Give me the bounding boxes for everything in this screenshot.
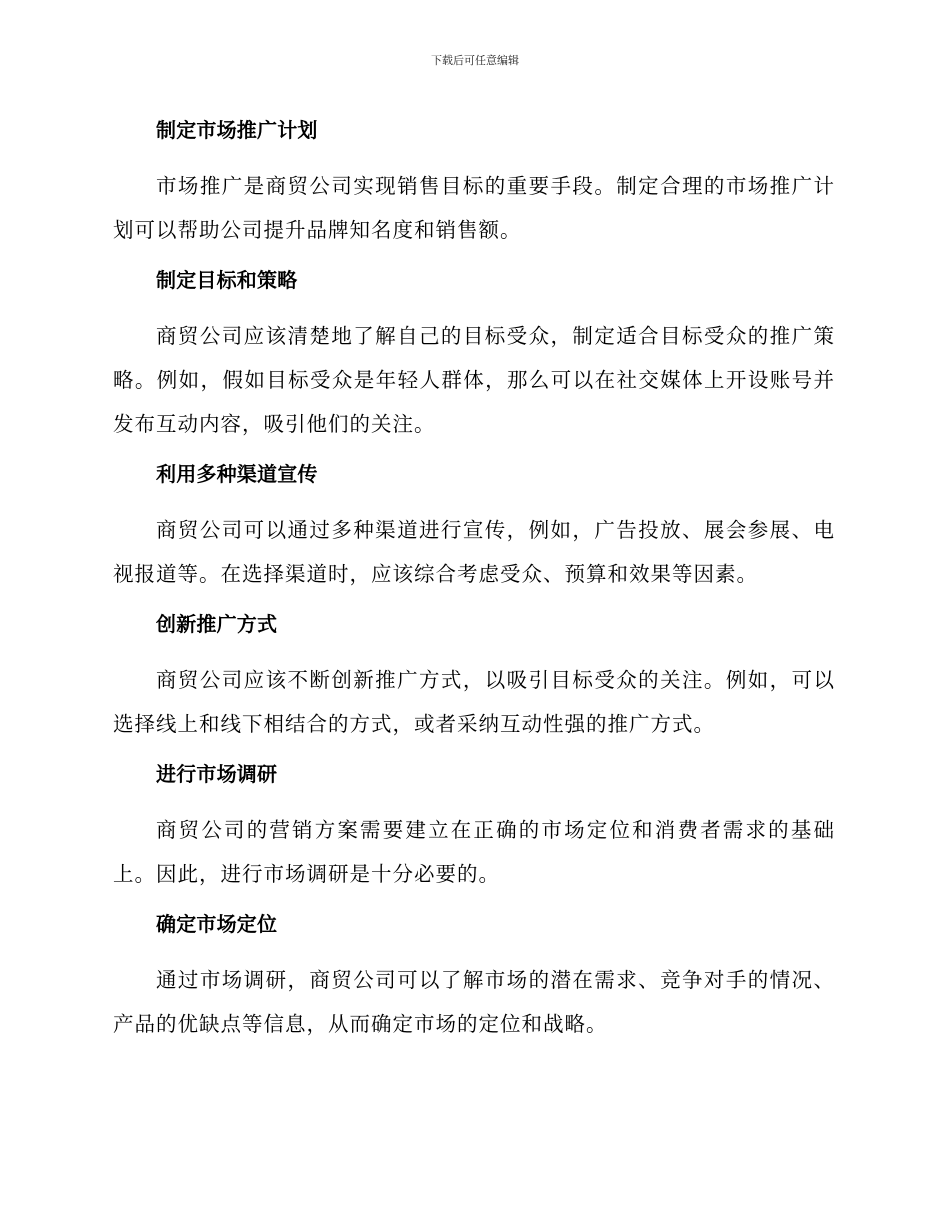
section-paragraph: 商贸公司应该不断创新推广方式，以吸引目标受众的关注。例如，可以选择线上和线下相结合的方式，或者采纳互动性强的推广方式。 xyxy=(113,668,835,736)
section-paragraph: 商贸公司的营销方案需要建立在正确的市场定位和消费者需求的基础上。因此，进行市场调研是十分必要的。 xyxy=(113,818,835,886)
section-heading: 进行市场调研 xyxy=(156,762,278,786)
section-heading: 制定目标和策略 xyxy=(156,268,298,292)
section-paragraph: 商贸公司可以通过多种渠道进行宣传，例如，广告投放、展会参展、电视报道等。在选择渠道时，应该综合考虑受众、预算和效果等因素。 xyxy=(113,518,835,586)
section-paragraph: 商贸公司应该清楚地了解自己的目标受众，制定适合目标受众的推广策略。例如，假如目标受众是年轻人群体，那么可以在社交媒体上开设账号并发布互动内容，吸引他们的关注。 xyxy=(113,324,835,436)
section-heading: 利用多种渠道宣传 xyxy=(156,462,318,486)
page-header: 下载后可任意编辑 xyxy=(431,54,519,67)
section-heading: 制定市场推广计划 xyxy=(156,118,318,142)
document-body xyxy=(113,110,835,1054)
section-heading: 确定市场定位 xyxy=(156,912,278,936)
section-paragraph: 市场推广是商贸公司实现销售目标的重要手段。制定合理的市场推广计划可以帮助公司提升品牌知名度和销售额。 xyxy=(113,174,835,242)
section-paragraph: 通过市场调研，商贸公司可以了解市场的潜在需求、竞争对手的情况、产品的优缺点等信息，从而确定市场的定位和战略。 xyxy=(113,968,835,1036)
section-heading: 创新推广方式 xyxy=(156,612,278,636)
